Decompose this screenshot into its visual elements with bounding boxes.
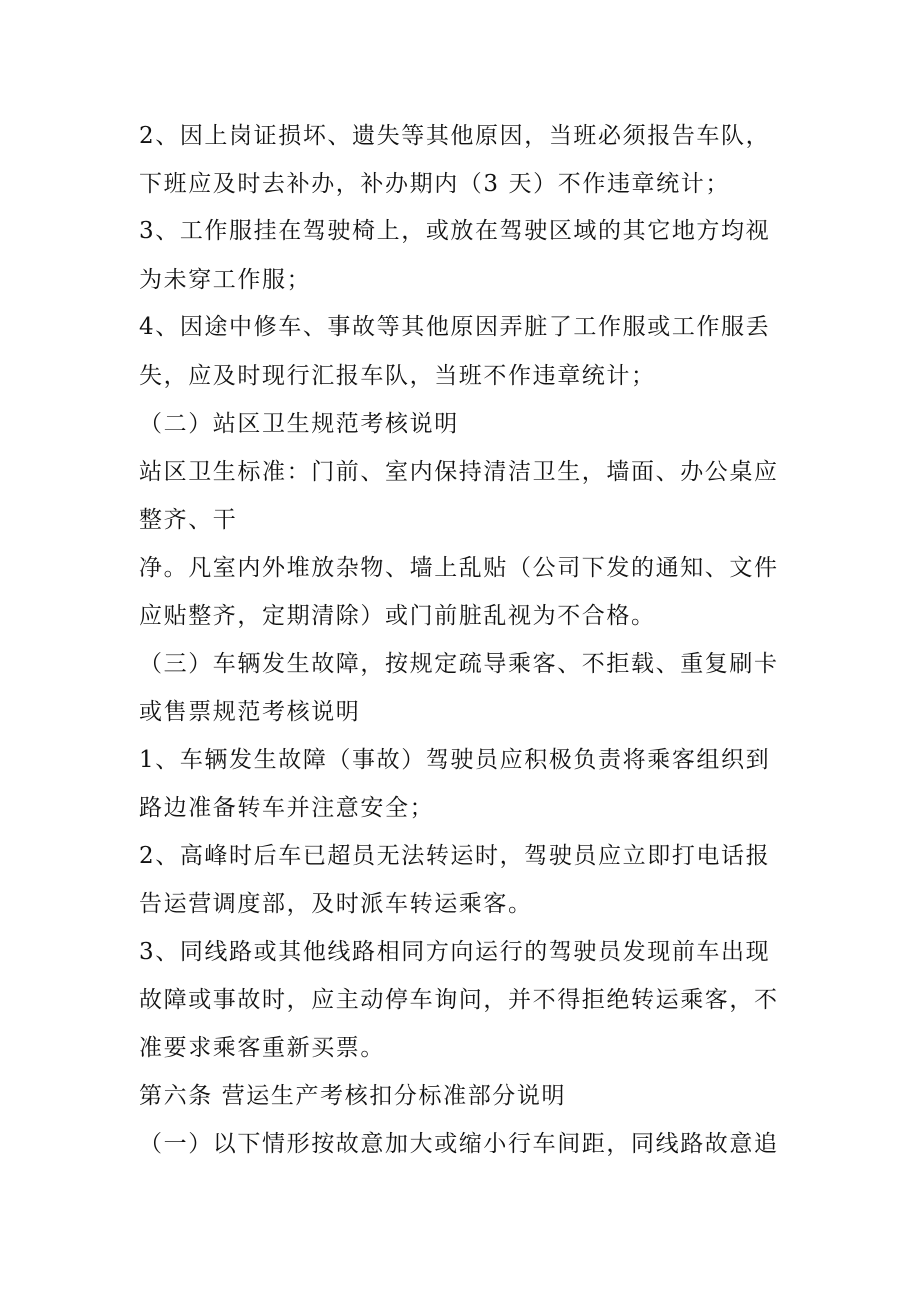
text-line-18: 3、同线路或其他线路相同方向运行的驾驶员发现前车出现 — [139, 939, 771, 965]
section-heading-3: （三）车辆发生故障，按规定疏导乘客、不拒载、重复刷卡 — [139, 651, 779, 677]
text-line-9: 整齐、干 — [139, 507, 238, 533]
text-line-15: 路边准备转车并注意安全； — [139, 795, 435, 821]
text-line-16: 2、高峰时后车已超员无法转运时，驾驶员应立即打电话报 — [139, 843, 771, 869]
text-line-11: 应贴整齐，定期清除）或门前脏乱视为不合格。 — [139, 603, 656, 629]
text-line-13: 或售票规范考核说明 — [139, 699, 361, 725]
section-heading-2: （二）站区卫生规范考核说明 — [139, 411, 459, 437]
text-line-5: 4、因途中修车、事故等其他原因弄脏了工作服或工作服丢 — [139, 314, 771, 340]
text-line-2: 下班应及时去补办，补办期内（3 天）不作违章统计； — [139, 171, 730, 197]
text-line-17: 告运营调度部，及时派车转运乘客。 — [139, 891, 533, 917]
text-line-20: 准要求乘客重新买票。 — [139, 1035, 385, 1061]
text-line-10: 净。凡室内外堆放杂物、墙上乱贴（公司下发的通知、文件 — [139, 555, 779, 581]
text-line-1: 2、因上岗证损坏、遗失等其他原因，当班必须报告车队， — [139, 123, 771, 149]
text-line-6: 失，应及时现行汇报车队，当班不作违章统计； — [139, 363, 656, 389]
text-line-14: 1、车辆发生故障（事故）驾驶员应积极负责将乘客组织到 — [139, 747, 771, 773]
text-line-19: 故障或事故时，应主动停车询问，并不得拒绝转运乘客，不 — [139, 987, 779, 1013]
text-line-22: （一）以下情形按故意加大或缩小行车间距，同线路故意追 — [139, 1131, 779, 1157]
text-line-3: 3、工作服挂在驾驶椅上，或放在驾驶区域的其它地方均视 — [139, 218, 771, 244]
article-heading-6: 第六条 营运生产考核扣分标准部分说明 — [139, 1083, 567, 1109]
text-line-8: 站区卫生标准：门前、室内保持清洁卫生，墙面、办公桌应 — [139, 459, 779, 485]
text-line-4: 为未穿工作服； — [139, 267, 312, 293]
